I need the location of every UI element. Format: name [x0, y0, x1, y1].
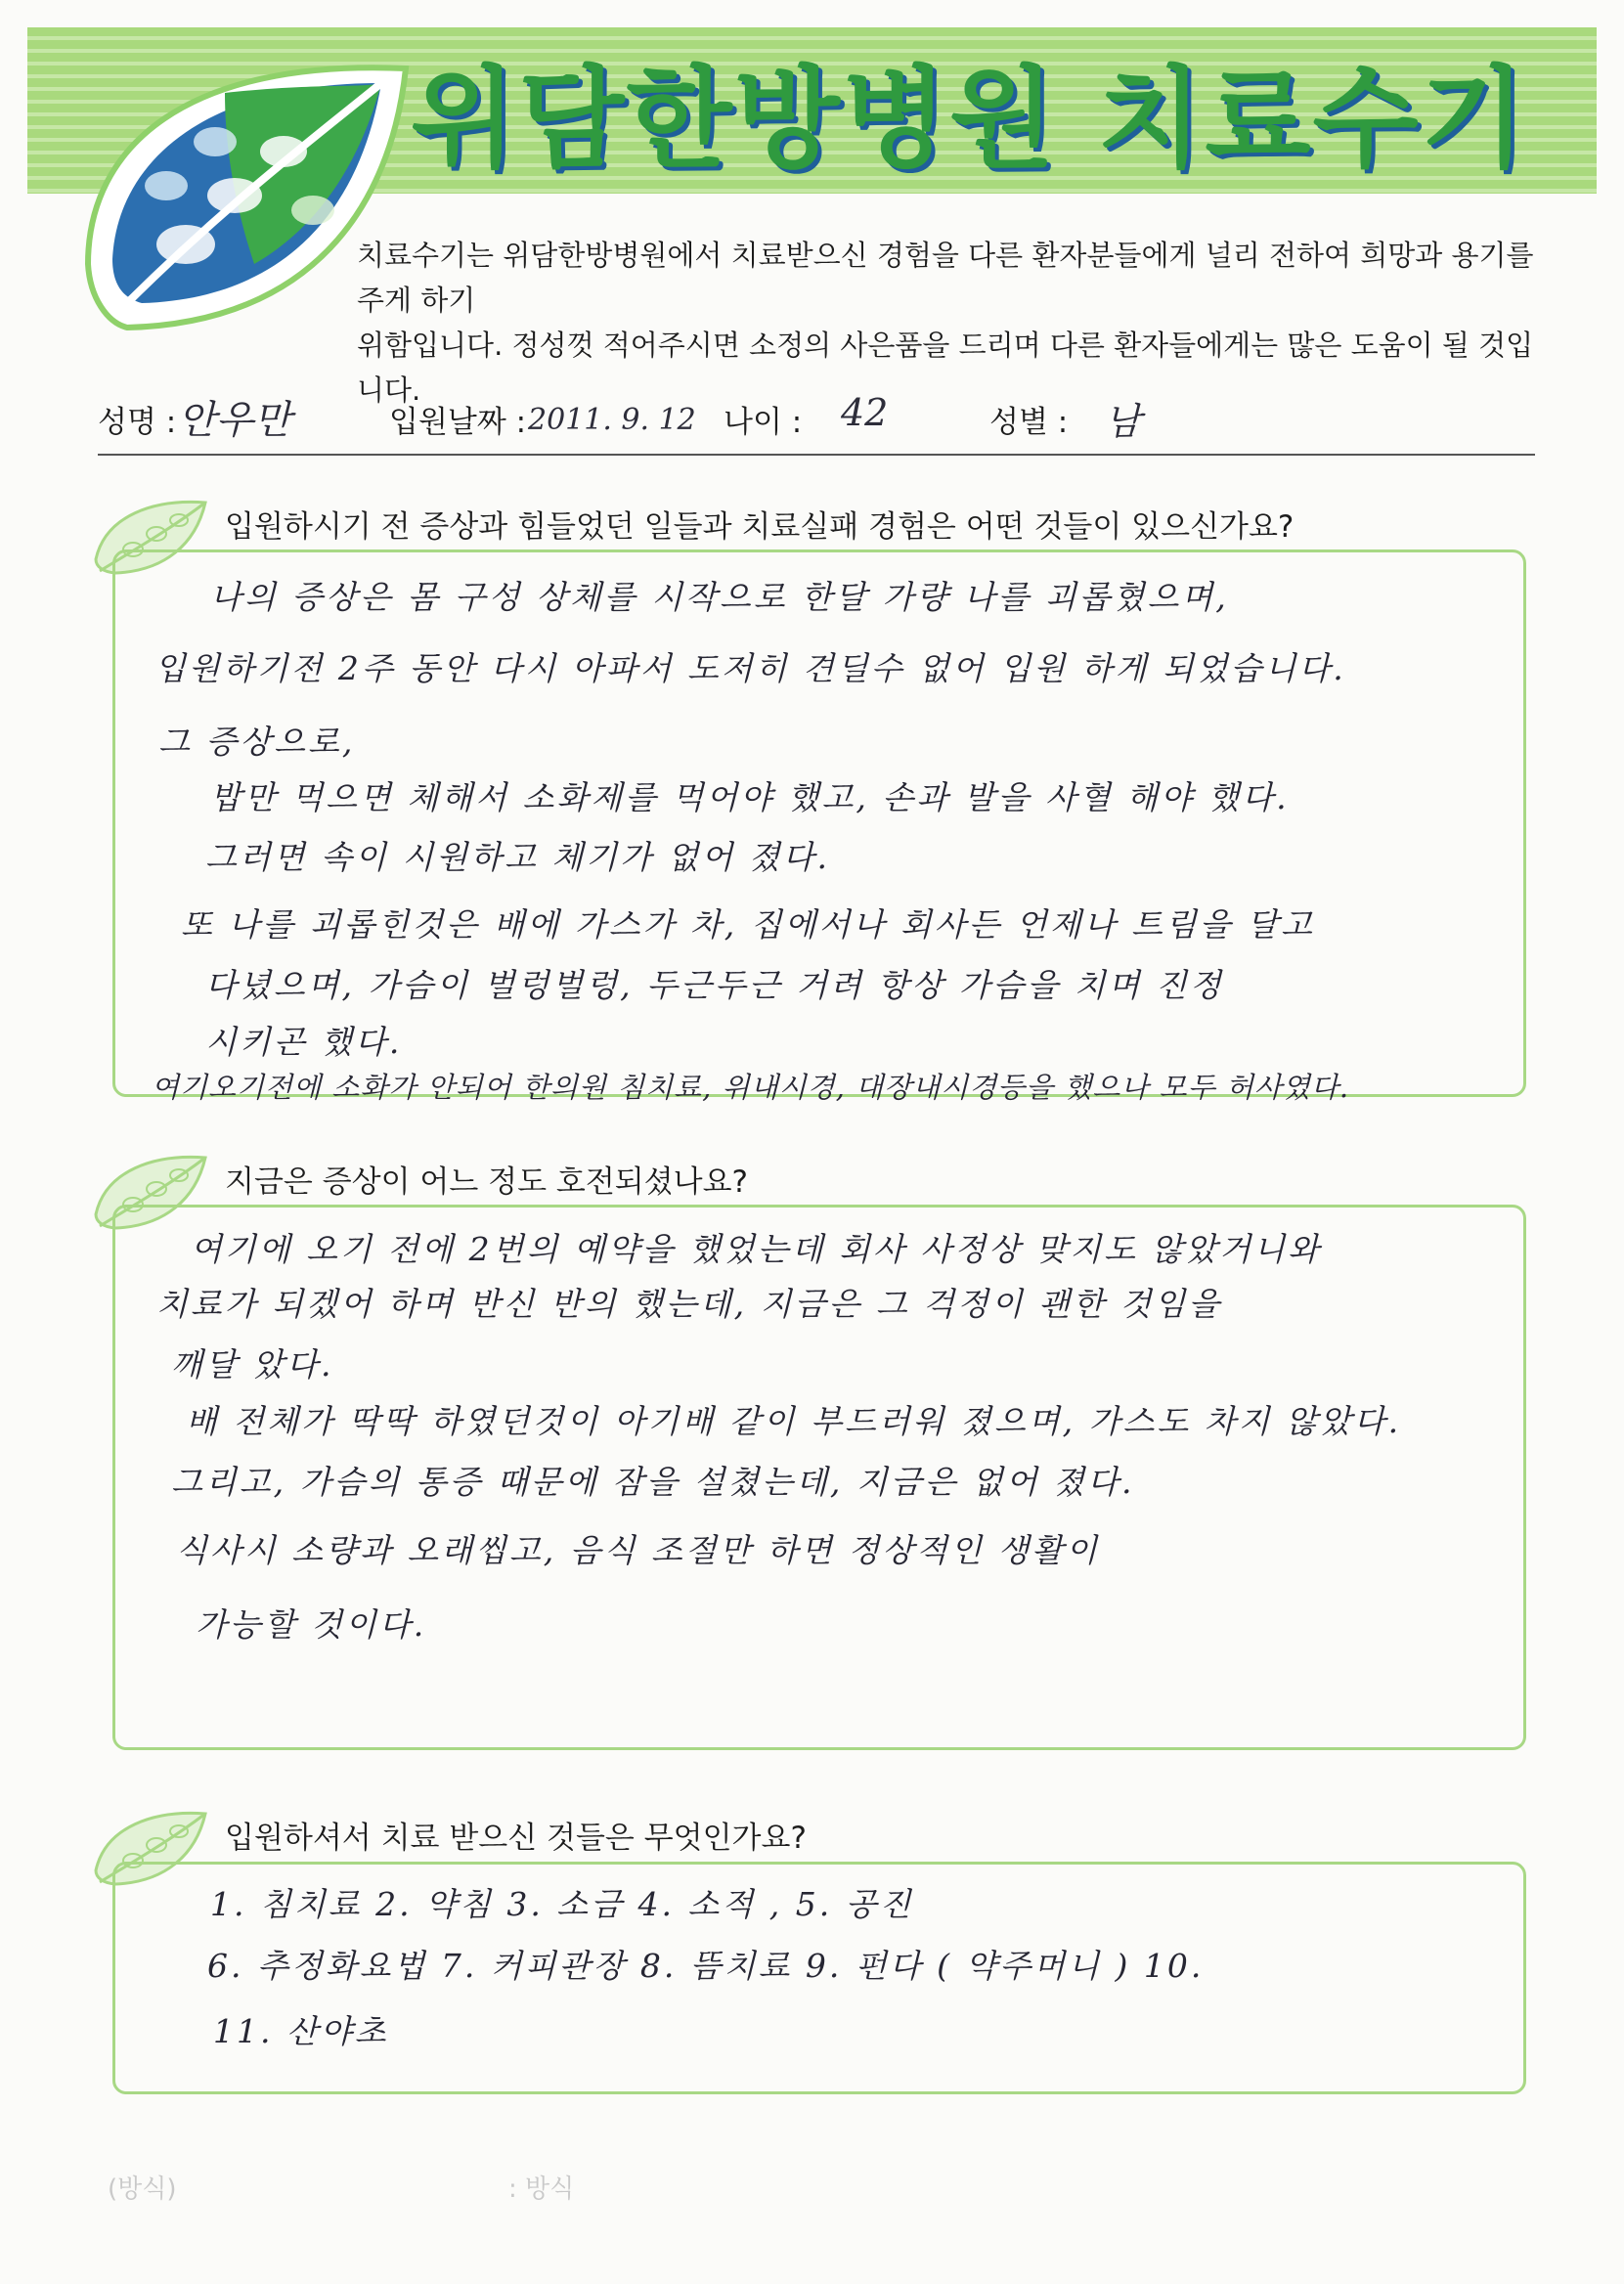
question-1: 입원하시기 전 증상과 힘들었던 일들과 치료실패 경험은 어떤 것들이 있으신가요?: [225, 509, 1295, 545]
sex-label: 성별 :: [989, 405, 1069, 440]
page-title: 위담한방병원 치료수기: [411, 56, 1528, 183]
faded-footer-left: (방식): [108, 2174, 177, 2204]
answer-1-line: 나의 증상은 몸 구성 상체를 시작으로 한달 가량 나를 괴롭혔으며,: [210, 578, 1229, 616]
faded-footer: [108, 2169, 694, 2227]
answer-3-line: 1. 침치료 2. 약침 3. 소금 4. 소적 , 5. 공진: [210, 1885, 914, 1923]
answer-box-1: [112, 549, 1526, 1097]
answer-2-line: 여기에 오기 전에 2번의 예약을 했었는데 회사 사정상 맞지도 않았거니와: [191, 1230, 1322, 1268]
answer-1-line: 다녔으며, 가슴이 벌렁벌렁, 두근두근 거려 항상 가슴을 치며 진정: [205, 966, 1224, 1004]
question-2: 지금은 증상이 어느 정도 호전되셨나요?: [225, 1164, 749, 1200]
date-value: 2011. 9. 12: [528, 403, 696, 437]
age-value: 42: [841, 391, 889, 434]
name-label: 성명 :: [98, 405, 177, 440]
faded-footer-right: : 방식: [508, 2174, 575, 2204]
name-value: 안우만: [178, 398, 291, 443]
answer-3-line: 6. 추정화요법 7. 커피관장 8. 뜸치료 9. 펀다 ( 약주머니 ) 10.: [207, 1947, 1205, 1985]
answer-3-line: 11. 산야초: [213, 2012, 389, 2050]
answer-2-line: 그리고, 가슴의 통증 때문에 잠을 설쳤는데, 지금은 없어 졌다.: [171, 1463, 1135, 1501]
age-label: 나이 :: [724, 405, 803, 440]
answer-2-line: 가능할 것이다.: [196, 1605, 427, 1644]
answer-1-line: 그러면 속이 시원하고 체기가 없어 졌다.: [205, 838, 830, 876]
intro-line-2: 위함입니다. 정성껏 적어주시면 소정의 사은품을 드리며 다른 환자들에게는 많은 도움이 될 것입니다.: [357, 329, 1534, 407]
answer-2-line: 배 전체가 딱딱 하였던것이 아기배 같이 부드러워 졌으며, 가스도 차지 않았다.: [186, 1402, 1402, 1440]
answer-1-line: 여기오기전에 소화가 안되어 한의원 침치료, 위내시경, 대장내시경등을 했으나 모두 허사였다.: [152, 1071, 1350, 1104]
answer-2-line: 깨달 았다.: [171, 1345, 334, 1384]
answer-1-line: 또 나를 괴롭힌것은 배에 가스가 차, 집에서나 회사든 언제나 트림을 달고: [181, 905, 1315, 944]
date-label: 입원날짜 :: [389, 405, 527, 440]
question-3: 입원하셔서 치료 받으신 것들은 무엇인가요?: [225, 1821, 807, 1856]
answer-2-line: 식사시 소량과 오래씹고, 음식 조절만 하면 정상적인 생활이: [176, 1531, 1100, 1569]
answer-1-line: 밥만 먹으면 체해서 소화제를 먹어야 했고, 손과 발을 사혈 해야 했다.: [210, 778, 1290, 816]
answer-1-line: 입원하기전 2주 동안 다시 아파서 도저히 견딜수 없어 입원 하게 되었습니다.: [154, 649, 1346, 687]
answer-1-line: 그 증상으로,: [158, 723, 356, 761]
answer-2-line: 치료가 되겠어 하며 반신 반의 했는데, 지금은 그 걱정이 괜한 것임을: [156, 1285, 1223, 1323]
intro-line-1: 치료수기는 위담한방병원에서 치료받으신 경험을 다른 환자분들에게 널리 전하여 희망과 용기를 주게 하기: [357, 239, 1534, 317]
patient-info-row: [98, 383, 1535, 456]
answer-1-line: 시키곤 했다.: [205, 1023, 403, 1061]
sex-value: 남: [1105, 400, 1141, 443]
